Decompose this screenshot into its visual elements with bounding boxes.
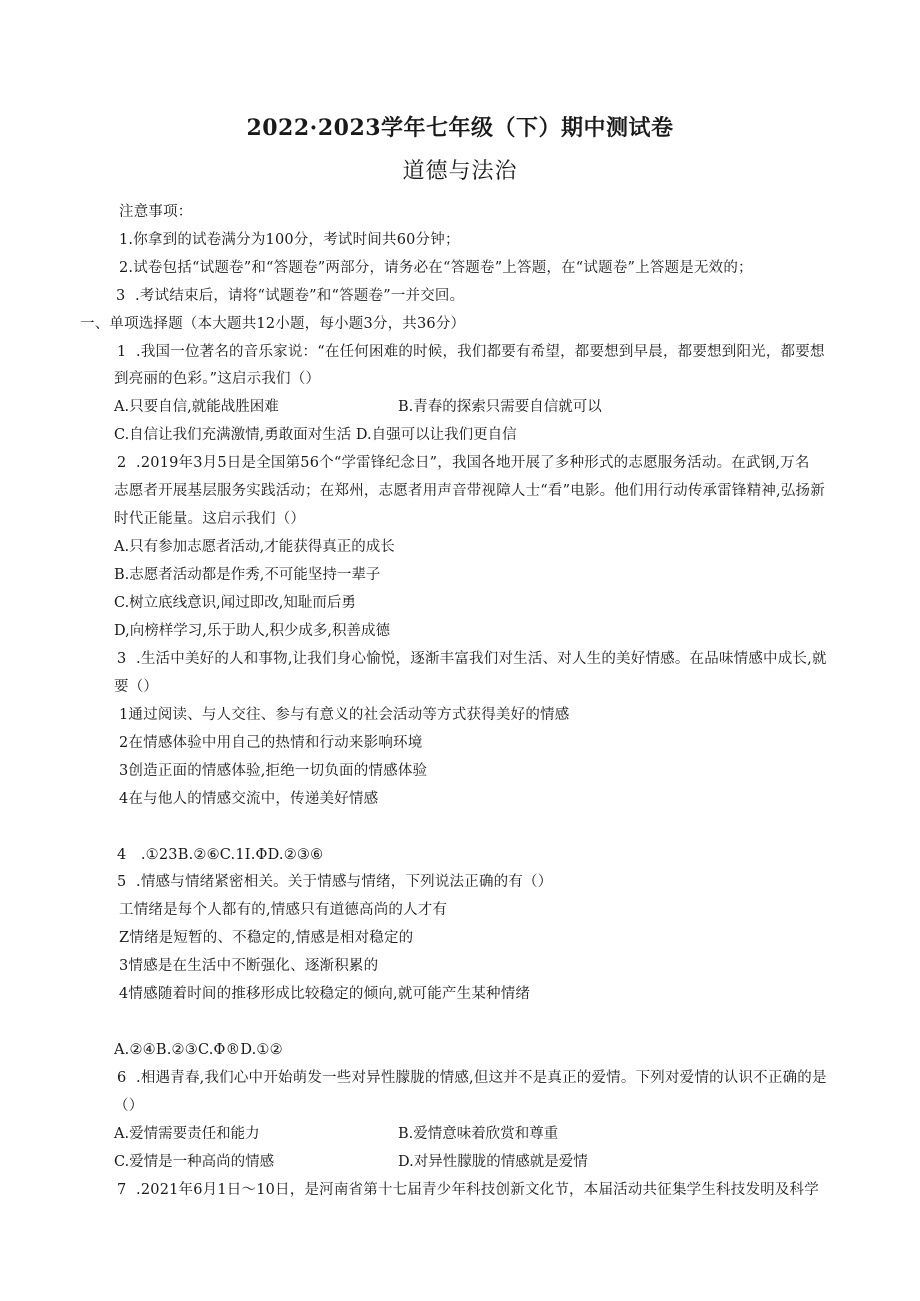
q2-option-c: C.树立底线意识,闻过即改,知耻而后勇: [114, 595, 356, 611]
notice-heading: 注意事项：: [119, 204, 193, 220]
q2-line-1: 2 .2019年3月5日是全国第56个“学雷锋纪念日”，我国各地开展了多种形式的志愿服务活动。在武钢,万名: [117, 455, 810, 471]
q2-option-d: D,向榜样学习,乐于助人,积少成多,积善成德: [114, 623, 391, 639]
q1-line-2: 到亮丽的色彩。”这启示我们（）: [114, 371, 321, 387]
q3-statement-1: 1通过阅读、与人交往、参与有意义的社会活动等方式获得美好的情感: [119, 707, 570, 723]
exam-subject: 道德与法治: [402, 159, 518, 184]
q6-line-2: （）: [114, 1098, 144, 1114]
q5-statement-1: 工情绪是每个人都有的,情感只有道德高尚的人才有: [119, 902, 448, 918]
q3-statement-3: 3创造正面的情感体验,拒绝一切负面的情感体验: [119, 763, 428, 779]
q5-answers: A.②④B.②③C.Φ®D.①②: [114, 1042, 283, 1058]
q1-option-b: B.青春的探索只需要自信就可以: [398, 399, 602, 415]
q6-line-1: 6 .相遇青春,我们心中开始萌发一些对异性朦胧的情感,但这并不是真正的爱情。下列对爱情的认识不正确的是: [117, 1070, 827, 1086]
q3-statement-4: 4在与他人的情感交流中，传递美好情感: [119, 791, 379, 807]
q7-line-1: 7 .2021年6月1日～10日，是河南省第十七届青少年科技创新文化节，本届活动共征集学生科技发明及科学: [117, 1182, 819, 1198]
q5-statement-3: 3情感是在生活中不断强化、逐渐积累的: [119, 958, 379, 974]
q2-option-a: A.只有参加志愿者活动,才能获得真正的成长: [114, 539, 395, 555]
q5-statement-2: Z情绪是短暂的、不稳定的,情感是相对稳定的: [119, 930, 414, 946]
q3-line-2: 要（）: [114, 679, 159, 695]
q1-option-cd: C.自信让我们充满激情,勇敢面对生活 D.自强可以让我们更自信: [114, 427, 517, 443]
exam-title: 2022·2023学年七年级（下）期中测试卷: [246, 115, 674, 141]
q4-line: 4 .①23B.②⑥C.1I.ΦD.②③⑥: [117, 847, 324, 863]
q5-line: 5 .情感与情绪紧密相关。关于情感与情绪，下列说法正确的有（）: [117, 874, 553, 890]
q2-line-2: 志愿者开展基层服务实践活动；在郑州，志愿者用声音带视障人士“看”电影。他们用行动传承雷锋精神,弘扬新: [114, 483, 825, 499]
notice-item-2: 2.试卷包括“试题卷”和“答题卷”两部分，请务必在“答题卷”上答题，在“试题卷”上答题是无效的；: [119, 260, 753, 276]
q6-option-b: B.爱情意味着欣赏和尊重: [398, 1126, 559, 1142]
section-heading: 一、单项选择题（本大题共12小题，每小题3分，共36分）: [80, 316, 466, 332]
q3-line-1: 3 .生活中美好的人和事物,让我们身心愉悦，逐渐丰富我们对生活、对人生的美好情感。在品味情感中成长,就: [117, 651, 827, 667]
q1-option-a: A.只要自信,就能战胜困难: [114, 399, 279, 415]
q6-option-d: D.对异性朦胧的情感就是爱情: [398, 1154, 588, 1170]
q5-statement-4: 4情感随着时间的推移形成比较稳定的倾向,就可能产生某种情绪: [119, 986, 531, 1002]
notice-item-3: 3 .考试结束后，请将“试题卷”和“答题卷”一并交回。: [116, 288, 465, 304]
q1-line-1: 1 .我国一位著名的音乐家说：“在任何困难的时候，我们都要有希望，都要想到早晨，都要想到阳光，都要想: [117, 344, 825, 360]
q2-option-b: B.志愿者活动都是作秀,不可能坚持一辈子: [114, 567, 381, 583]
q3-statement-2: 2在情感体验中用自己的热情和行动来影响环境: [119, 735, 423, 751]
q6-option-c: C.爱情是一种高尚的情感: [114, 1154, 275, 1170]
notice-item-1: 1.你拿到的试卷满分为100分，考试时间共60分钟；: [119, 232, 460, 248]
q2-line-3: 时代正能量。这启示我们（）: [114, 511, 306, 527]
q6-option-a: A.爱情需要责任和能力: [114, 1126, 260, 1142]
